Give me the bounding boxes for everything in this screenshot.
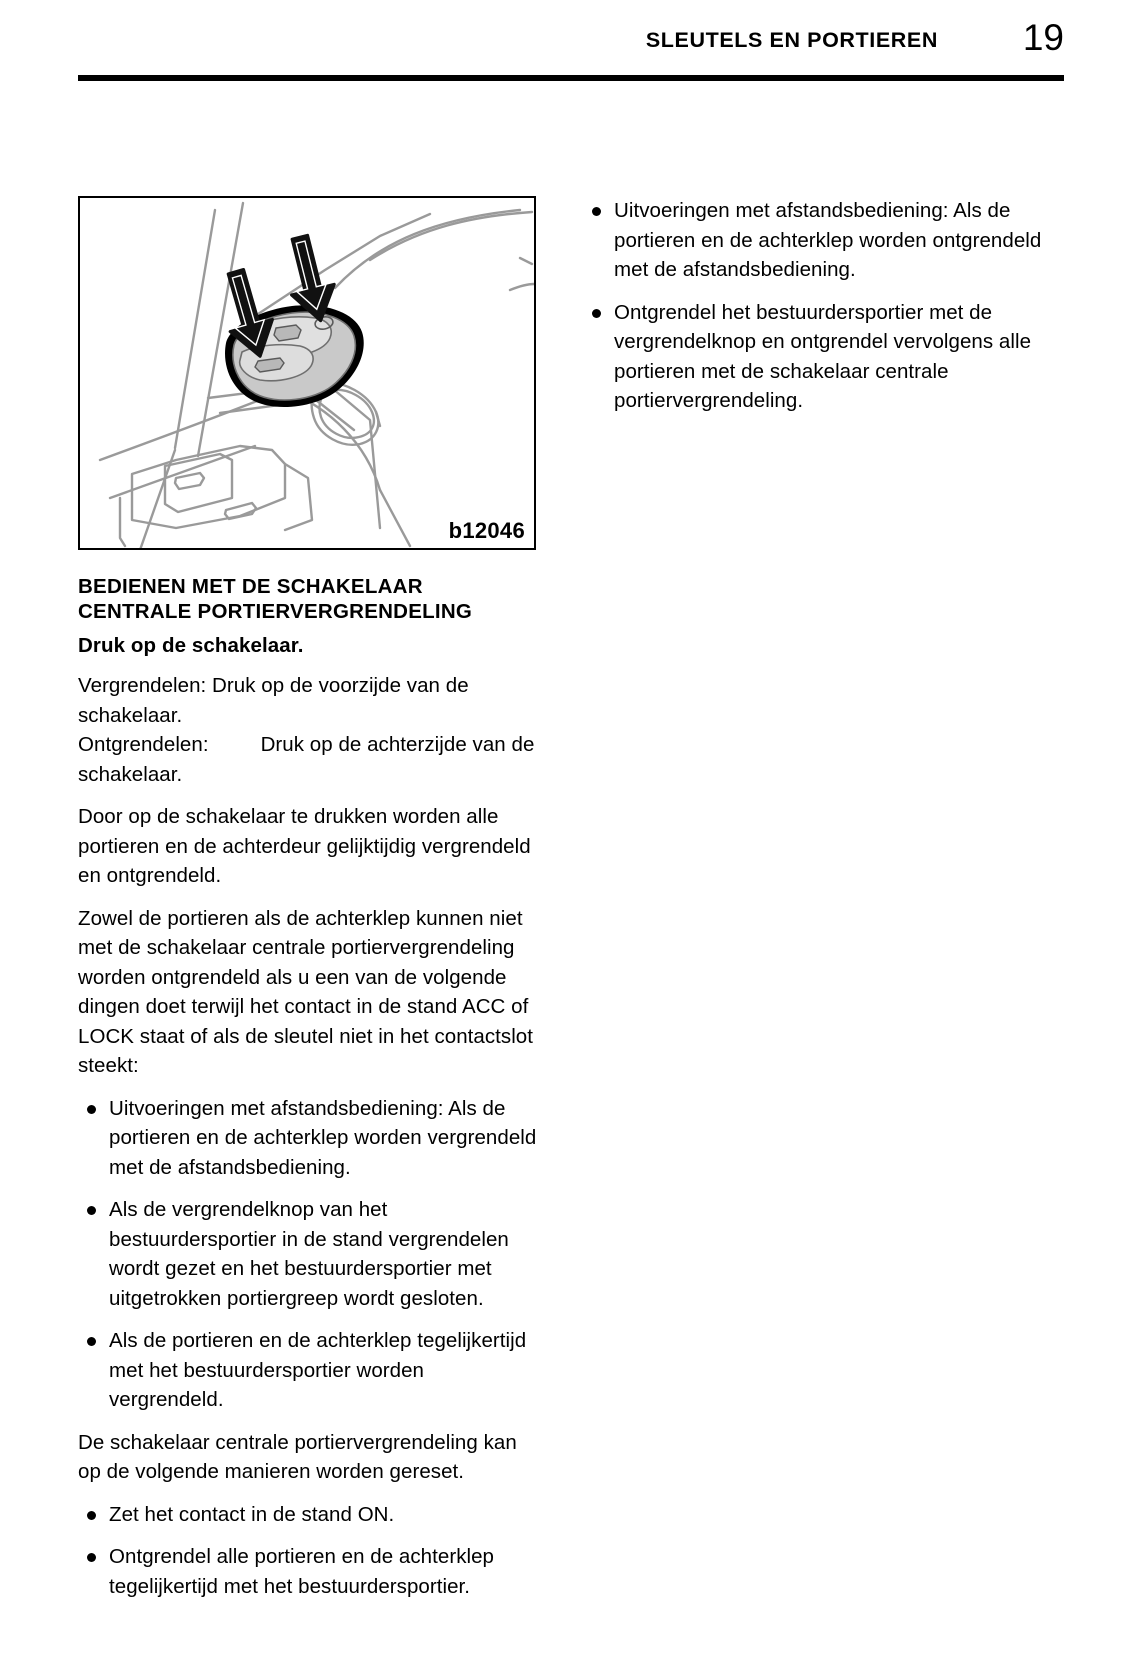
list-item-text: Uitvoeringen met afstandsbediening: Als de portieren en de achterklep worden vergrendeld met de afstandsbediening. <box>109 1096 537 1179</box>
bullet-icon <box>87 1511 96 1520</box>
list-item <box>78 1542 540 1601</box>
list-item-text: Als de vergrendelknop van het bestuurdersportier in de stand vergrendelen wordt gezet en het bestuurdersportier met uitgetrokken portiergreep wordt gesloten. <box>109 1198 509 1310</box>
bullet-icon <box>592 309 601 318</box>
list-item-text: Ontgrendel alle portieren en de achterklep tegelijkertijd met het bestuurdersportier. <box>109 1545 495 1598</box>
figure-code-label: b12046 <box>448 518 525 543</box>
unlock-instruction-text-2: de schakelaar. <box>78 733 535 786</box>
page-title: SLEUTELS EN PORTIEREN <box>645 28 938 52</box>
unlock-label: Ontgrendelen: <box>78 733 209 756</box>
right-bullet-list <box>583 196 1064 416</box>
paragraph-simultaneous-lock: Door op de schakelaar te drukken worden alle portieren en de achterdeur gelijktijdig vergrendeld en ontgrendeld. <box>78 805 531 887</box>
section-heading: BEDIENEN MET DE SCHAKELAAR CENTRALE PORTIERVERGRENDELING <box>78 575 473 623</box>
right-column <box>583 196 1064 416</box>
paragraph-reset: De schakelaar centrale portiervergrendeling kan op de volgende manieren worden gereset. <box>78 1430 517 1483</box>
header-divider <box>78 75 1064 81</box>
illustration-graphic <box>80 198 534 548</box>
conditions-bullet-list <box>78 1094 540 1415</box>
list-item <box>78 1195 540 1313</box>
section-subheading: Druk op de schakelaar. <box>78 634 304 657</box>
lock-instruction <box>78 671 540 730</box>
lock-glyph <box>274 325 301 341</box>
page-number: 19 <box>1022 17 1064 58</box>
list-item <box>78 1326 540 1415</box>
lock-instruction-text: Vergrendelen: Druk op de voorzijde van de <box>78 674 469 697</box>
list-item <box>78 1500 540 1530</box>
list-item <box>583 196 1064 285</box>
bullet-icon <box>592 207 601 216</box>
bullet-icon <box>87 1337 96 1346</box>
reset-bullet-list <box>78 1500 540 1602</box>
list-item-text: Uitvoeringen met afstandsbediening: Als de portieren en de achterklep worden ontgrendeld met de afstandsbediening. <box>614 199 1042 281</box>
bullet-icon <box>87 1206 96 1215</box>
lock-instruction-text-2: schakelaar. <box>78 703 183 727</box>
paragraph-conditions: Zowel de portieren als de achterklep kunnen niet met de schakelaar centrale portiervergrendeling worden ontgrendeld als u een van de volgende dingen doet terwijl het contact in de stand ACC of LOCK staat of als de sleutel niet in het contactslot steekt: <box>78 906 533 1077</box>
list-item <box>78 1094 540 1183</box>
left-column <box>78 196 540 1601</box>
page-header <box>78 17 1064 80</box>
bullet-icon <box>87 1105 96 1114</box>
list-item-text: Zet het contact in de stand ON. <box>109 1502 395 1526</box>
bullet-icon <box>87 1553 96 1562</box>
door-lock-switch-illustration <box>78 196 536 550</box>
list-item-text: Als de portieren en de achterklep tegelijkertijd met het bestuurdersportier worden vergrendeld. <box>109 1329 527 1411</box>
unlock-instruction <box>78 730 540 789</box>
list-item <box>583 298 1064 416</box>
unlock-instruction-text: Druk op de achterzijde van <box>260 733 506 756</box>
list-item-text: Ontgrendel het bestuurdersportier met de vergrendelknop en ontgrendel vervolgens alle portieren met de schakelaar centrale portiervergrendeling. <box>614 300 1032 412</box>
